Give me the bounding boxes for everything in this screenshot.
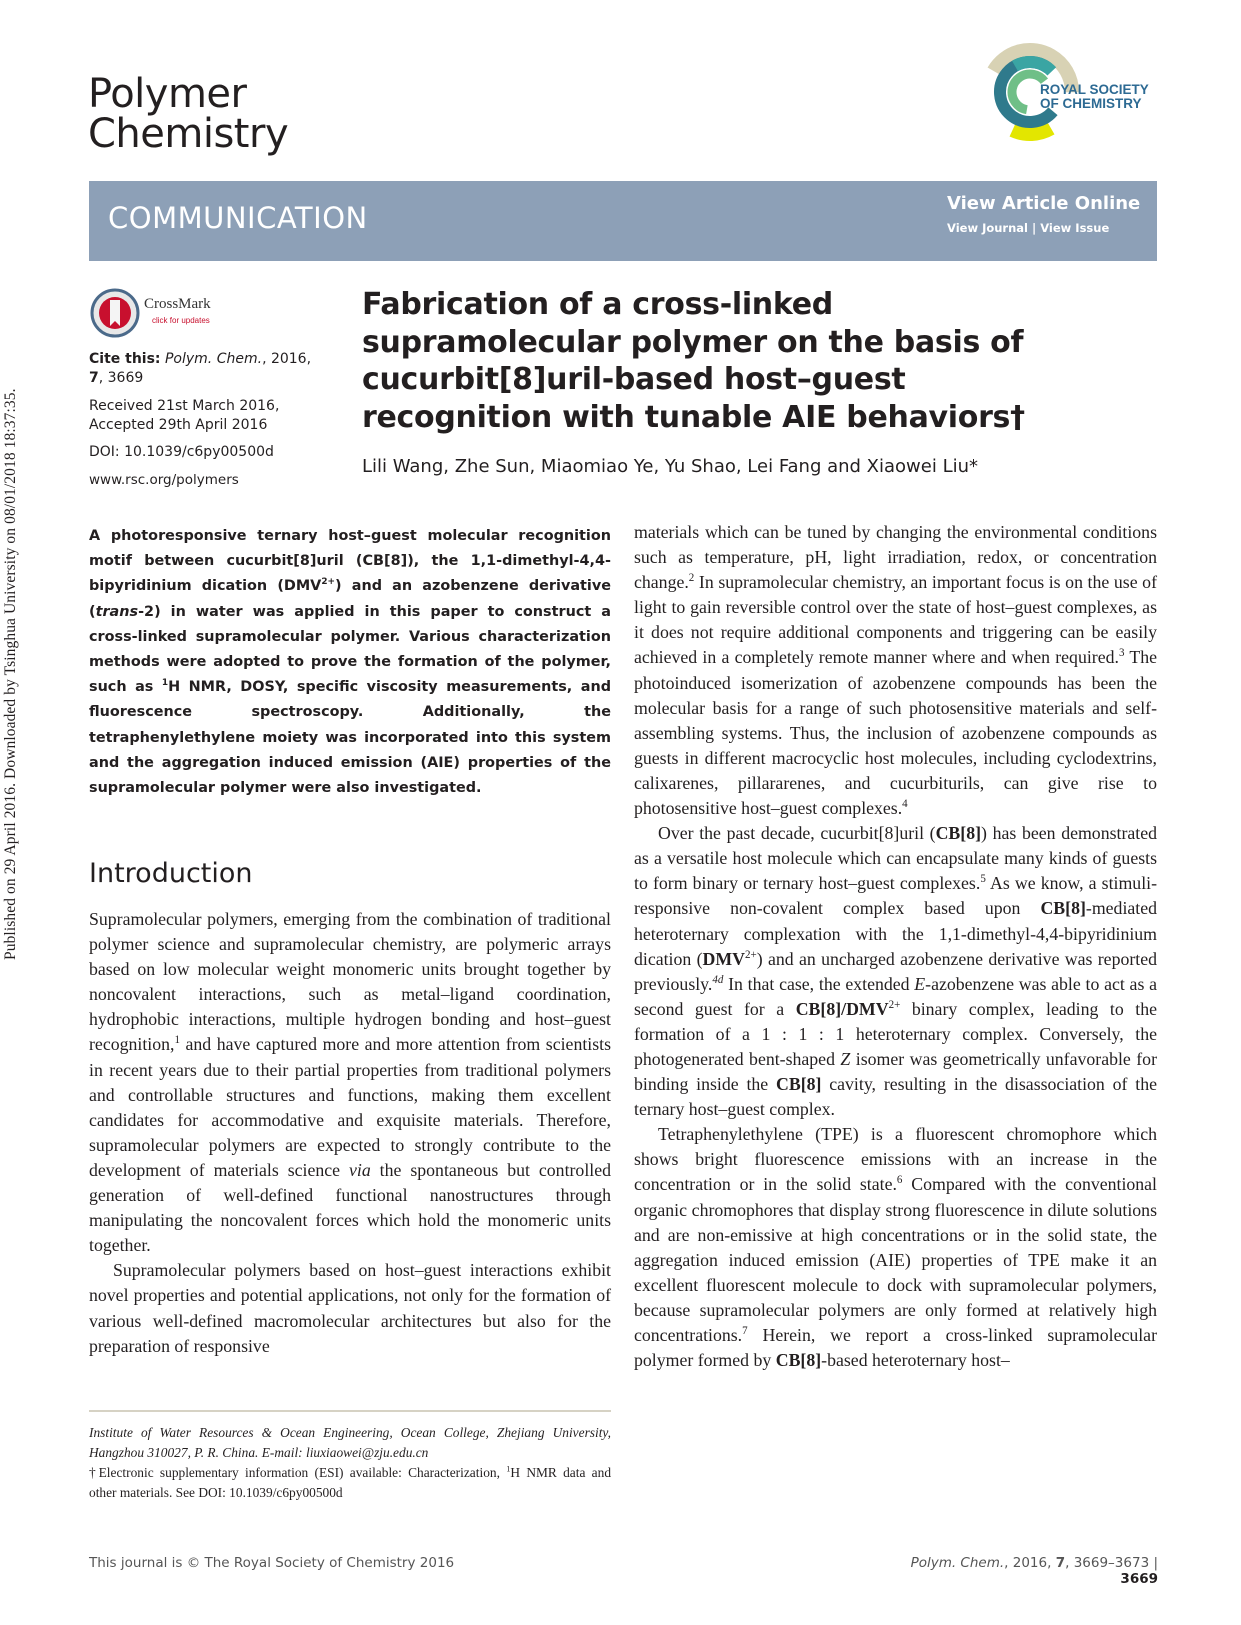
intro-paragraph-2: Supramolecular polymers based on host–guest interactions exhibit novel properties and potential applications, not only for the formation of various well-defined macromolecular architectures but also for the preparation of responsive [89,1260,611,1356]
journal-title-line1: Polymer [88,71,247,117]
footnotes [89,1423,611,1503]
intro-right-column [634,520,1157,1373]
intro-paragraph-3: materials which can be tuned by changing the environmental conditions such as temperature, pH, light irradiation, redox, or concentration change.$^2$ In supramolecular chemistry, an important focus is on the use of light to gain reversible control over the state of host–guest complexes, as it does not require additional components and triggering can be easily achieved in a completely remote manner where and when required.$^3$ The photoinduced isomerization of azobenzene compounds has been the molecular basis for a range of such photosensitive materials and self-assembling systems. Thus, the inclusion of azobenzene compounds as guests in different macrocyclic host molecules, including cyclodextrins, calixarenes, pillararenes, and cucurbiturils, can give rise to photosensitive host–guest complexes.$^4$ [634,522,1158,819]
footnote-divider [89,1410,611,1412]
abstract: A photoresponsive ternary host–guest molecular recognition motif between cucurbit[8]uril (CB[8]), the 1,1-dimethyl-4,4-bipyridinium dication $(DMV^{2+})$ and an azobenzene derivative (trans-2) in water was applied in this paper to construct a cross-linked supramolecular polymer. Various characterization methods were adopted to prove the formation of the polymer, such as $^1$H NMR, DOSY, specific viscosity measurements, and fluorescence spectroscopy. Additionally, the tetraphenylethylene moiety was incorporated into this system and the aggregation induced emission (AIE) properties of the supramolecular polymer were also investigated. [89,528,611,797]
view-links [947,221,1109,235]
cite-label: Cite this: [89,351,161,367]
download-note: Published on 29 April 2016. Downloaded by Tsinghua University on 08/01/2018 18:37:35. [2,388,19,960]
cite-pages: , 3669 [98,370,144,386]
rsc-line1: ROYAL SOCIETY [1040,82,1149,97]
cite-journal: Polym. Chem. [164,351,263,367]
section-heading-introduction: Introduction [89,858,253,889]
cite-volume: 7 [89,370,99,386]
intro-paragraph-1: Supramolecular polymers, emerging from the combination of traditional polymer science and supramolecular chemistry, are polymeric arrays based on low molecular weight monomeric units brought together by noncovalent interactions, such as metal–ligand coordination, hydrophobic interactions, multiple hydrogen bonding and host–guest recognition,$^1$ and have captured more and more attention from scientists in recent years due to their partial properties from traditional polymers and controllable structures and functions, making them excellent candidates for accommodative and exquisite materials. Therefore, supramolecular polymers are expected to strongly contribute to the development of materials science via the spontaneous but controlled generation of well-defined functional nanostructures through manipulating the noncovalent forces which hold the monomeric units together. [89,909,611,1256]
received-date: Received 21st March 2016, [89,398,280,414]
authors: Lili Wang, Zhe Sun, Miaomiao Ye, Yu Shao, Lei Fang and Xiaowei Liu* [362,456,979,477]
accepted-date: Accepted 29th April 2016 [89,417,268,433]
affiliation: Institute of Water Resources & Ocean Engineering, Ocean College, Zhejiang University, Hangzhou 310027, P. R. China. E-mail: liuxiaowei@zju.edu.cn [89,1425,611,1460]
page-footer-citation: Polym. Chem., 2016, 7, 3669–3673 | 3669 [910,1555,1158,1587]
intro-left-column [89,907,611,1359]
rsc-line2: OF CHEMISTRY [1040,96,1142,111]
intro-paragraph-5: Tetraphenylethylene (TPE) is a fluorescent chromophore which shows bright fluorescence emissions with an increase in the concentration or in the solid state.$^6$ Compared with the conventional organic chromophores that display strong fluorescence in dilute solutions and are non-emissive at high concentrations or in the solid state, the aggregation induced emission (AIE) properties of TPE make it an excellent fluorescent molecule to dock with supramolecular polymers, because supramolecular polymers are only formed at relatively high concentrations.$^7$ Herein, we report a cross-linked supramolecular polymer formed by CB[8]-based heteroternary host– [634,1124,1157,1371]
citation [89,350,329,388]
journal-title-line2: Chemistry [88,111,289,157]
copyright-footer: This journal is © The Royal Society of Chemistry 2016 [89,1555,455,1571]
page-number: 3669 [1120,1571,1158,1587]
intro-paragraph-4: Over the past decade, cucurbit[8]uril (CB[8]) has been demonstrated as a versatile host molecule which can encapsulate many kinds of guests to form binary or ternary host–guest complexes.$^5$ As we know, a stimuli-responsive non-covalent complex based upon CB[8]-mediated heteroternary complexation with the 1,1-dimethyl-4,4-bipyridinium dication $(DMV^{2+})$ and an uncharged azobenzene derivative was reported previously.$^{4d}$ In that case, the extended E-azobenzene was able to act as a second guest for a $CB[8]/DMV^{2+}$ binary complex, leading to the formation of a 1 : 1 : 1 heteroternary complex. Conversely, the photogenerated bent-shaped Z isomer was geometrically unfavorable for binding inside the CB[8] cavity, resulting in the disassociation of the ternary host–guest complex. [634,823,1158,1120]
crossmark-badge[interactable] [90,288,230,338]
view-journal-link[interactable]: View Journal [947,221,1028,235]
rsc-logo-text [1040,83,1149,111]
crossmark-label: CrossMark [144,296,211,312]
journal-title [88,71,289,157]
esi-note: †Electronic supplementary information (ESI) available: Characterization, $^1$H NMR data and other materials. See DOI: 10.1039/c6py00500d [89,1464,612,1500]
article-title: Fabrication of a cross-linked supramolecular polymer on the basis of cucurbit[8]uril-based host–guest recognition with tunable AIE behaviors† [362,287,1025,435]
crossmark-icon [90,288,140,338]
article-type: COMMUNICATION [108,201,368,235]
view-article-online-link[interactable]: View Article Online [947,193,1141,214]
journal-url[interactable]: www.rsc.org/polymers [89,472,239,488]
cite-year: , 2016, [262,351,312,367]
crossmark-sub: click for updates [152,316,210,325]
view-issue-link[interactable]: View Issue [1040,221,1110,235]
doi: DOI: 10.1039/c6py00500d [89,444,274,460]
link-separator: | [1032,221,1037,235]
